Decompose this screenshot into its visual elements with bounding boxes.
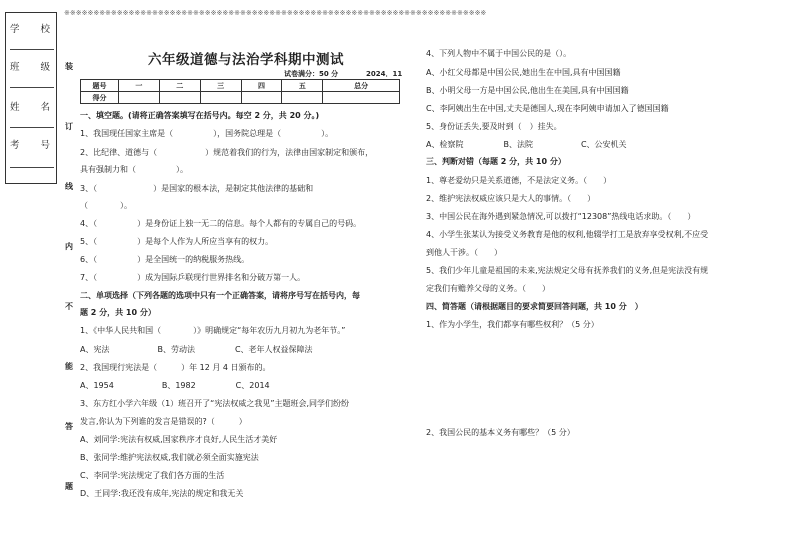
school-field[interactable] <box>10 21 60 35</box>
option-line: B、张同学:维护宪法权威,我们就必须全面实施宪法 <box>80 453 259 462</box>
score-cell: 总分 <box>323 80 400 92</box>
question-line: 7、（ ）成为国际乒联现行世界排名和分破万第一人。 <box>80 273 306 282</box>
seal-word-neng: 能 <box>65 362 73 371</box>
full-score-info: 试卷满分：50 分 <box>284 70 339 78</box>
section-heading-single-choice: 二、单项选择（下列各题的选项中只有一个正确答案，请将序号写在括号内，每 <box>80 291 360 300</box>
question-line: 5、（ ）是每个人作为人所应当享有的权力。 <box>80 237 274 246</box>
score-cell: 三 <box>200 80 241 92</box>
option-line: A、1954 B、1982 C、2014 <box>80 381 270 390</box>
question-line: 4、（ ）是身份证上独一无二的信息。每个人都有的专属自己的号码。 <box>80 219 362 228</box>
name-field[interactable] <box>10 99 60 113</box>
score-cell: 一 <box>119 80 160 92</box>
class-field[interactable] <box>10 59 60 73</box>
seal-stars: ※※※※※※※※※※※※※※※※※※※※※※※※※※※※※※※※※※※※※※※※※※※※※※※※※※※※※※※※※※※※※※※※※※※※※※※※ <box>64 9 487 17</box>
seal-word-zhuang: 装 <box>65 62 73 71</box>
question-line: 3、中国公民在海外遇到紧急情况,可以拨打“12308”热线电话求助。（ ） <box>426 212 696 221</box>
question-line: 发言,你认为下列谁的发言是错误的?（ ） <box>80 417 247 426</box>
question-line: 2、比纪律、道德与（ ）规范着我们的行为，法律由国家制定和颁布， <box>80 148 374 157</box>
option-line: C、李阿姨出生在中国,丈夫是德国人,现在李阿姨申请加入了德国国籍 <box>426 104 669 113</box>
score-table-row <box>81 92 400 104</box>
question-line: 2、我国现行宪法是（ ）年 12 月 4 日颁布的。 <box>80 363 271 372</box>
seal-word-ti: 题 <box>65 482 73 491</box>
name-label: 姓 名 <box>10 102 60 113</box>
option-line: A、小红父母都是中国公民,她出生在中国,具有中国国籍 <box>426 68 621 77</box>
option-line: C、李同学:宪法规定了我们各方面的生活 <box>80 471 225 480</box>
score-table-row <box>81 80 400 92</box>
score-input-cell[interactable] <box>200 92 241 104</box>
section-heading-fill-blank: 一、填空题。(请将正确答案填写在括号内。每空 2 分，共 20 分。) <box>80 111 320 120</box>
question-line: 2、维护宪法权威应该只是大人的事情。（ ） <box>426 194 596 203</box>
option-line: D、王同学:我还没有成年,宪法的规定和我无关 <box>80 489 244 498</box>
seal-word-bu: 不 <box>65 302 73 311</box>
question-line: 4、小学生张某认为接受义务教育是他的权利,他辍学打工是放弃享受权利,不应受 <box>426 230 709 239</box>
name-underline <box>10 127 54 128</box>
question-line: 5、我们少年儿童是祖国的未来,宪法规定父母有抚养我们的义务,但是宪法没有规 <box>426 266 709 275</box>
score-cell: 二 <box>159 80 200 92</box>
exam-date: 2024．11 <box>366 70 403 78</box>
question-line: 1、我国现任国家主席是（ ），国务院总理是（ ）。 <box>80 129 334 138</box>
score-cell: 题号 <box>81 80 119 92</box>
section-heading-short-answer: 四、简答题（请根据题目的要求简要回答问题，共 10 分 ） <box>426 302 643 311</box>
question-line: 4、下列人物中不属于中国公民的是（）。 <box>426 49 572 58</box>
score-input-cell[interactable] <box>241 92 282 104</box>
class-label: 班 级 <box>10 62 60 73</box>
question-line: 到他人干涉。（ ） <box>426 248 502 257</box>
score-input-cell[interactable] <box>159 92 200 104</box>
number-underline <box>10 167 54 168</box>
school-underline <box>10 49 54 50</box>
question-line: 6、（ ）是全国统一的纳税服务热线。 <box>80 255 250 264</box>
seal-word-ding: 订 <box>65 122 73 131</box>
question-line: 2、我国公民的基本义务有哪些？（5 分） <box>426 428 575 437</box>
score-table <box>80 79 400 104</box>
question-line: 3、（ ）是国家的根本法，是制定其他法律的基础和 <box>80 184 314 193</box>
option-line: A、宪法 B、劳动法 C、老年人权益保障法 <box>80 345 313 354</box>
question-line: 5、身份证丢失,要及时到（ ）挂失。 <box>426 122 562 131</box>
score-cell: 得分 <box>81 92 119 104</box>
school-label: 学 校 <box>10 24 60 35</box>
score-cell: 四 <box>241 80 282 92</box>
seal-word-nei: 内 <box>65 242 73 251</box>
score-cell: 五 <box>282 80 323 92</box>
seal-word-xian: 线 <box>65 182 73 191</box>
score-input-cell[interactable] <box>323 92 400 104</box>
exam-title: 六年级道德与法治学科期中测试 <box>148 52 344 68</box>
option-line: B、小明父母一方是中国公民,他出生在美国,具有中国国籍 <box>426 86 629 95</box>
score-input-cell[interactable] <box>119 92 160 104</box>
question-line: （ ）。 <box>80 201 132 210</box>
question-line: 1、尊老爱幼只是关系道德，不是法定义务。（ ） <box>426 176 612 185</box>
section-heading-single-choice-cont: 题 2 分，共 10 分） <box>80 308 156 317</box>
section-heading-true-false: 三、判断对错（每题 2 分，共 10 分） <box>426 157 566 166</box>
number-label: 考 号 <box>10 140 60 151</box>
question-line: 3、东方红小学六年级（1）班召开了“宪法权威之我见”主题班会,同学们纷纷 <box>80 399 350 408</box>
question-line: 定我们有赡养父母的义务。（ ） <box>426 284 550 293</box>
option-line: A、刘同学:宪法有权威,国家秩序才良好,人民生活才美好 <box>80 435 278 444</box>
option-line: A、检察院 B、法院 C、公安机关 <box>426 140 627 149</box>
question-line: 1、《中华人民共和国（ ）》明确规定“每年农历九月初九为老年节。” <box>80 326 346 335</box>
number-field[interactable] <box>10 137 60 151</box>
student-info-box <box>5 12 60 184</box>
seal-word-da: 答 <box>65 422 73 431</box>
question-line: 具有强制力和（ ）。 <box>80 165 188 174</box>
question-line: 1、作为小学生，我们都享有哪些权利？（5 分） <box>426 320 599 329</box>
class-underline <box>10 87 54 88</box>
score-input-cell[interactable] <box>282 92 323 104</box>
